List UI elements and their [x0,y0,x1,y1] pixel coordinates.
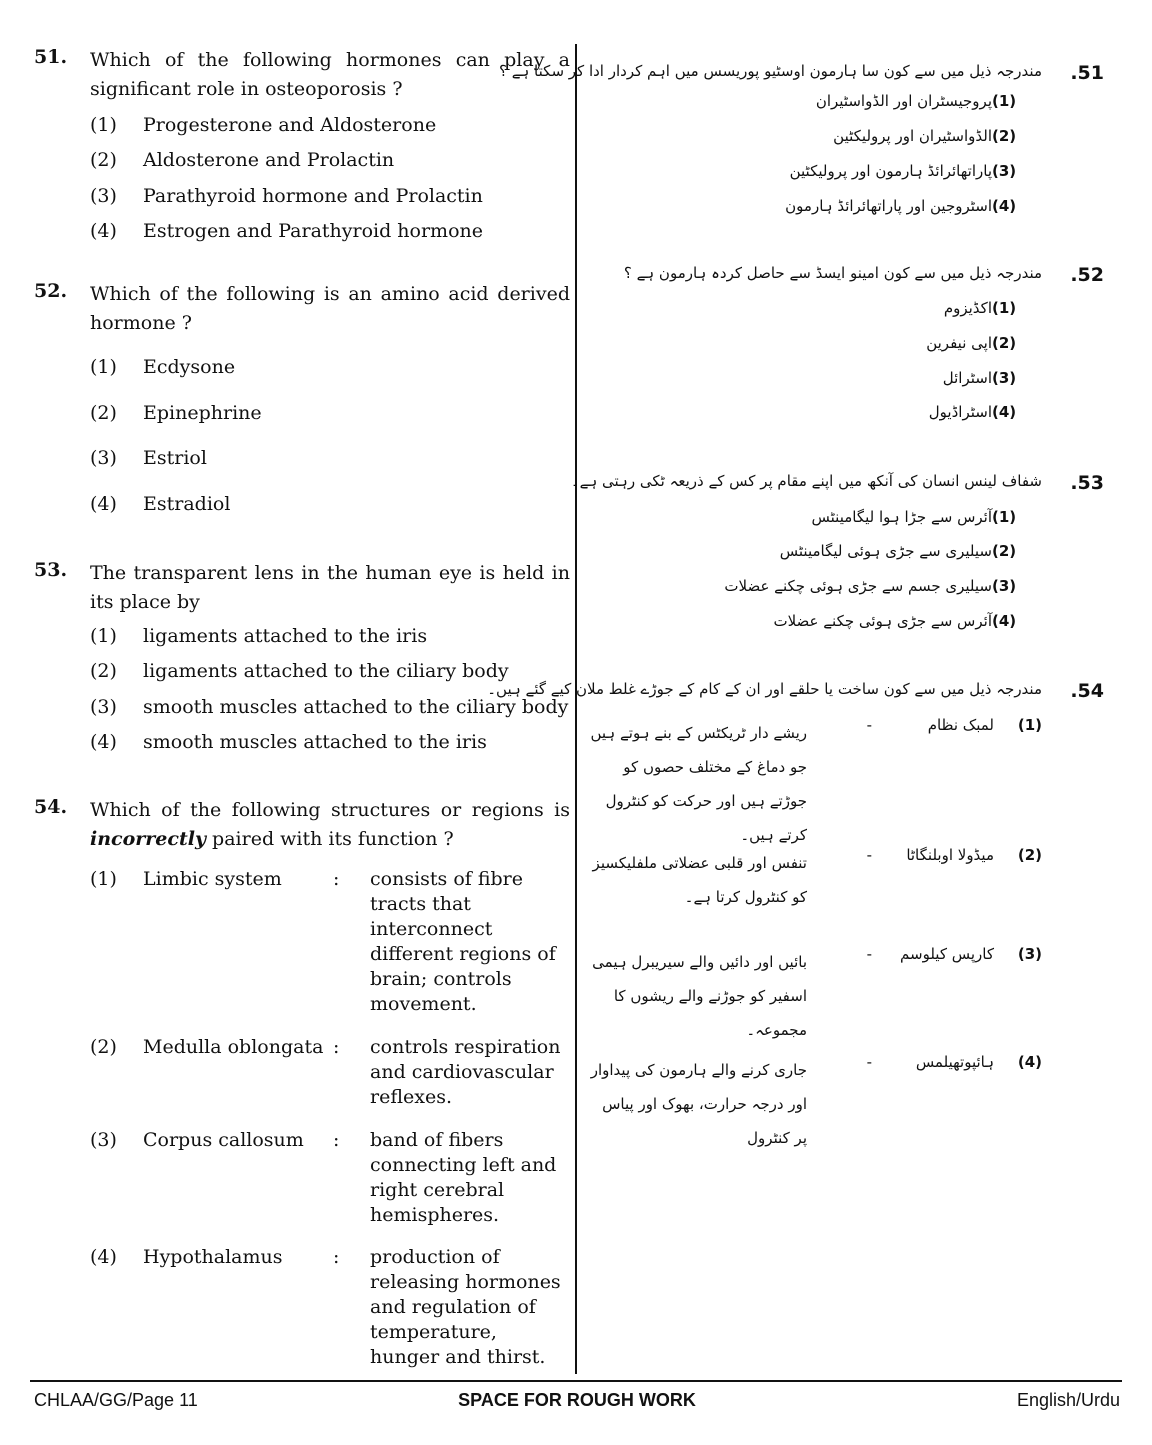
option-1[interactable]: (1)اکڈیزوم [943,299,1017,317]
option-2[interactable]: (2) ligaments attached to the ciliary body [90,660,509,682]
rough-work-label: SPACE FOR ROUGH WORK [458,1390,696,1410]
question-number: .53 [1070,472,1104,494]
structure-label: Limbic system [143,868,282,890]
question-text: The transparent lens in the human eye is held in its place by [90,562,570,613]
structure-label: ہائپوتھیلمس [915,1053,994,1071]
footer-rule [30,1380,1122,1382]
structure-label: میڈولا اوبلنگاٹا [906,846,994,864]
page-footer [34,1390,1120,1416]
column-divider [575,44,577,1374]
structure-label: Hypothalamus [143,1246,283,1268]
option-1[interactable]: (1) ligaments attached to the iris [90,625,428,647]
option-3[interactable]: (3)سیلیری جسم سے جڑی ہوئی چکنے عضلات [724,577,1017,595]
question-52 [34,280,570,515]
question-number: 52. [34,280,68,302]
option-1[interactable]: (1)پروجیسٹران اور الڈواسٹیران [815,92,1017,110]
option-3[interactable]: (3) smooth muscles attached to the ciliary body [90,696,569,718]
question-53 [34,559,570,753]
option-4[interactable]: (4)اسٹراڈیول [928,403,1017,421]
question-51 [34,46,570,242]
question-number: .54 [1070,680,1104,702]
option-3[interactable]: (3)پاراتھائرائڈ ہارمون اور پرولیکٹین [789,162,1017,180]
option-4[interactable]: (4) Estradiol [90,493,231,515]
function-label: production of releasing hormones and regulation of temperature, hunger and thirst. [370,1246,561,1368]
function-label: بائیں اور دائیں والے سیریبرل ہیمی اسفیر کو جوڑنے والے ریشوں کا مجموعہ۔ [592,953,807,1039]
option-3[interactable]: (3) Parathyroid hormone and Prolactin [90,185,483,207]
question-54: 54. Which of the following structures or regions is incorrectly paired with its function ? (1) Limbic system : consists of fibre tracts that interconnect different regions of brain; controls movement. (2) Medulla oblongata : controls respiration and cardiovascular reflexes. (3) Corpus callosum : band of fibers connecting left and right cerebral hemispheres. (4) Hypothalamus : production of releasing hormones and regulation of temperature, hunger and thirst. [34,796,570,1368]
option-2[interactable]: (2)الڈواسٹیران اور پرولیکٹین [833,127,1017,145]
question-text: Which of the following hormones can play a significant role in osteoporosis ? [90,49,570,100]
question-text: مندرجہ ذیل میں سے کون سا ہارمون اوسٹیو پوریسس میں اہم کردار ادا کر سکتا ہے ؟ [498,62,1042,80]
option-4[interactable]: (4)اسٹروجین اور پاراتھائرائڈ ہارمون [785,197,1017,215]
structure-label: Corpus callosum [143,1129,304,1151]
option-1[interactable]: (1) Progesterone and Aldosterone [90,114,437,136]
question-text: مندرجہ ذیل میں سے کون ساخت یا حلقے اور ان کے کام کے جوڑے غلط ملان کیے گئے ہیں۔ [487,680,1042,698]
option-4[interactable]: (4)آئرس سے جڑی ہوئی چکنے عضلات [773,612,1017,630]
question-text: Which of the following is an amino acid derived hormone ? [90,283,570,334]
structure-label: Medulla oblongata [143,1036,324,1058]
option-2[interactable]: (2) Epinephrine [90,402,262,424]
function-label: consists of fibre tracts that interconnect different regions of brain; controls movement. [370,868,556,1015]
question-text: مندرجہ ذیل میں سے کون امینو ایسڈ سے حاصل کردہ ہارمون ہے ؟ [623,264,1042,282]
question-number: 53. [34,559,68,581]
structure-label: کارپس کیلوسم [900,945,994,963]
function-label: جاری کرنے والے ہارمون کی پیداوار اور درجہ حرارت، بھوک اور پیاس پر کنٹرول [590,1061,807,1147]
function-label: band of fibers connecting left and right cerebral hemispheres. [370,1129,557,1226]
function-label: controls respiration and cardiovascular reflexes. [370,1036,561,1108]
option-2[interactable]: (2)سیلیری سے جڑی ہوئی لیگامینٹس [779,542,1017,560]
option-2[interactable]: (2)اپی نیفرین [926,334,1017,352]
page-code: CHLAA/GG/Page 11 [34,1390,198,1410]
function-label: ریشے دار ٹریکٹس کے بنے ہوتے ہیں جو دماغ کے مختلف حصوں کو جوڑتے ہیں اور حرکت کو کنٹرول کرتے ہیں۔ [590,724,807,844]
question-number: .52 [1070,264,1104,286]
option-4[interactable]: (4) Estrogen and Parathyroid hormone [90,220,483,242]
question-number: 54. [34,796,68,818]
function-label: تنفس اور قلبی عضلاتی ملفلیکسیز کو کنٹرول کرتا ہے۔ [592,854,807,906]
structure-label: لمبک نظام [927,716,994,734]
option-3[interactable]: (3) Estriol [90,447,207,469]
emphasis-word: incorrectly [90,828,206,850]
question-number: 51. [34,46,68,68]
question-text: شفاف لینس انسان کی آنکھ میں اپنے مقام پر کس کے ذریعہ ٹکی رہتی ہے۔ [570,472,1042,490]
option-4[interactable]: (4) smooth muscles attached to the iris [90,731,487,753]
urdu-column: .51 مندرجہ ذیل میں سے کون سا ہارمون اوسٹیو پوریسس میں اہم کردار ادا کر سکتا ہے ؟ (1)پروجیسٹران اور الڈواسٹیران (2)الڈواسٹیران اور پرولیکٹین (3)پاراتھائرائڈ ہارمون اور پرولیکٹین (4)اسٹروجین اور پاراتھائرائڈ ہارمون .52 مندرجہ ذیل میں سے کون امینو ایسڈ سے حاصل کردہ ہارمون ہے ؟ (1)اکڈیزوم (2)اپی نیفرین (3)اسٹرائل (4)اسٹراڈیول .53 شفاف لینس انسان کی آنکھ میں اپنے مقام پر کس کے ذریعہ ٹکی رہتی ہے۔ (1)آئرس سے جڑا ہوا لیگامینٹس (2)سیلیری سے جڑی ہوئی لیگامینٹس (3)سیلیری جسم سے جڑی ہوئی چکنے عضلات (4)آئرس سے جڑی ہوئی چکنے عضلات .54 مندرجہ ذیل میں سے کون ساخت یا حلقے اور ان کے کام کے جوڑے غلط ملان کیے گئے ہیں۔ (1) لمبک نظام - ریشے دار ٹریکٹس کے بنے ہوتے ہیں جو دماغ کے مختلف حصوں کو جوڑتے ہیں اور حرکت کو کنٹرول کرتے ہیں۔ (2) میڈولا اوبلنگاٹا - تنفس اور قلبی عضلاتی ملفلیکسیز کو کنٹرول کرتا ہے۔ (3) کارپس کیلوسم - بائیں اور دائیں والے سیریبرل ہیمی اسفیر کو جوڑنے والے ریشوں کا مجموعہ۔ (4) ہائپوتھیلمس - جاری کرنے والے ہارمون کی پیداوار اور درجہ حرارت، بھوک اور پیاس پر کنٹرول [585,0,1120,1380]
language-label: English/Urdu [1016,1390,1120,1410]
option-1[interactable]: (1)آئرس سے جڑا ہوا لیگامینٹس [811,508,1017,526]
question-number: .51 [1070,62,1104,84]
question-text: Which of the following structures or regions is incorrectly paired with its function ? [90,799,570,850]
option-2[interactable]: (2) Aldosterone and Prolactin [90,149,395,171]
option-3[interactable]: (3)اسٹرائل [942,369,1017,387]
option-1[interactable]: (1) Ecdysone [90,356,236,378]
